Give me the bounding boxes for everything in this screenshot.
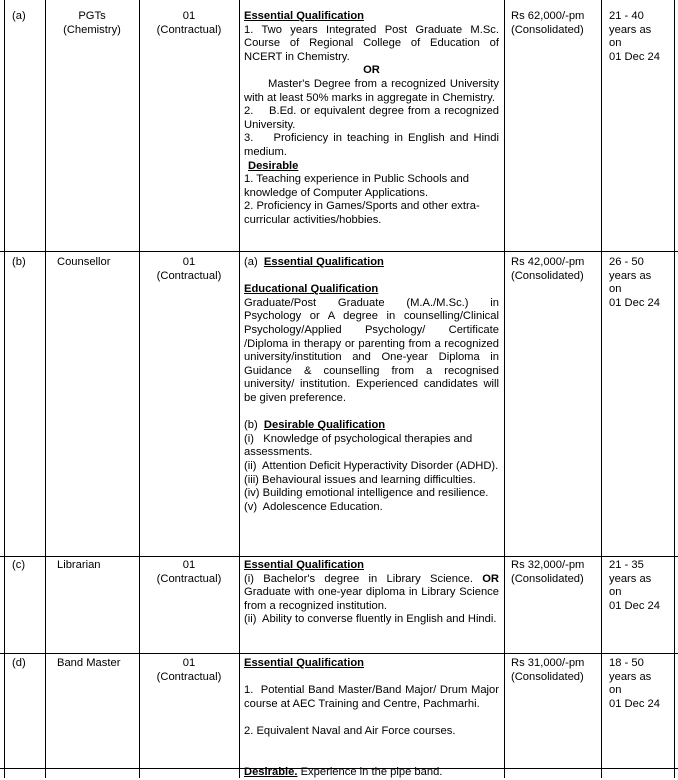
age-line: years as <box>609 670 652 683</box>
column-divider <box>601 0 602 778</box>
qualification-item: 1. Two years Integrated Post Graduate M.Sc. Course of Regional College of Education of NCERT in Chemistry. <box>244 23 499 63</box>
age-line: on <box>609 684 622 697</box>
vacancy <box>140 657 238 684</box>
pay-type: (Consolidated) <box>511 269 584 282</box>
column-divider <box>45 0 46 778</box>
qualification-text: Graduate/Post Graduate (M.A./M.Sc.) in Psychology or A degree in counselling/Clinical Psychology/Applied Psychology/ Certificate /Diploma in therapy or parenting from a recognized university/institution and One-year Diploma in Guidance & counselling from a recognised university/ institution. Experienced candidates will be given preference. <box>244 296 499 404</box>
age-range: 21 - 40 <box>609 10 644 22</box>
essential-heading: Essential Qualification <box>263 256 384 268</box>
row-divider <box>0 653 678 654</box>
serial-number: (b) <box>12 256 26 268</box>
age-line: on <box>609 586 622 599</box>
table-border-left <box>4 0 5 778</box>
pay <box>511 10 584 37</box>
age-date: 01 Dec 24 <box>609 697 660 710</box>
desirable-item: (v) Adolescence Education. <box>244 500 383 513</box>
post-name: Band Master <box>57 657 121 669</box>
pay <box>511 256 584 283</box>
pay-type: (Consolidated) <box>511 23 584 36</box>
or-separator: OR <box>363 64 380 77</box>
column-divider <box>504 0 505 778</box>
essential-heading: Essential Qualification <box>244 559 364 571</box>
qualification-cell <box>244 657 503 739</box>
post-line: PGTs <box>78 10 106 22</box>
desirable-heading: Desirable Qualification <box>263 419 386 432</box>
vacancy-count: 01 <box>182 10 196 22</box>
desirable-heading-line <box>244 419 499 433</box>
serial-number: (c) <box>12 559 26 571</box>
qualification-item: Master's Degree from a recognized University with at least 50% marks in aggregate in Chemistry. <box>244 77 499 104</box>
desirable-item: 1. Teaching experience in Public Schools and knowledge of Computer Applications. <box>244 173 469 199</box>
age-date: 01 Dec 24 <box>609 50 660 63</box>
educational-heading: Educational Qualification <box>244 283 379 296</box>
essential-heading-line <box>244 256 499 270</box>
qualification-item: 1. Potential Band Master/Band Major/ Drum Major course at AEC Training and Centre, Pachmarhi. <box>244 684 503 710</box>
qualification-text: Graduate with one-year diploma in Library Science from a recognized institution. <box>244 586 499 612</box>
age-limit <box>609 10 660 64</box>
age-limit <box>609 559 660 613</box>
post-name: Counsellor <box>57 256 111 268</box>
qualification-item: 3. Proficiency in teaching in English and Hindi medium. <box>244 132 503 158</box>
age-range: 18 - 50 <box>609 657 644 669</box>
pay-type: (Consolidated) <box>511 572 584 585</box>
qualification-cell <box>244 559 499 627</box>
row-divider <box>0 251 678 252</box>
serial-number: (a) <box>12 10 26 22</box>
pay <box>511 657 584 684</box>
qualification-text: (i) Bachelor's degree in Library Science. <box>244 572 473 585</box>
serial-number: (d) <box>12 657 26 669</box>
pay-type: (Consolidated) <box>511 670 584 683</box>
qualification-item: (ii) Ability to converse fluently in English and Hindi. <box>244 613 497 626</box>
post-line: (Chemistry) <box>63 23 121 36</box>
age-limit <box>609 657 660 711</box>
age-line: years as <box>609 269 652 282</box>
pay-amount: Rs 42,000/-pm <box>511 256 585 268</box>
desirable-item: (iii) Behavioural issues and learning difficulties. <box>244 473 476 486</box>
desirable-text: Experience in the pipe band. <box>297 766 443 778</box>
vacancy-type: (Contractual) <box>156 572 222 585</box>
qualification-item: 2. B.Ed. or equivalent degree from a recognized University. <box>244 105 503 131</box>
age-range: 26 - 50 <box>609 256 644 268</box>
vacancy-type: (Contractual) <box>156 23 222 36</box>
age-line: on <box>609 37 622 50</box>
essential-heading: Essential Qualification <box>244 657 364 669</box>
qualification-cell <box>244 256 499 514</box>
desirable-item: (ii) Attention Deficit Hyperactivity Disorder (ADHD). <box>244 459 499 472</box>
vacancy-count: 01 <box>182 657 196 669</box>
row-divider <box>0 556 678 557</box>
desirable-item: (i) Knowledge of psychological therapies and assessments. <box>244 432 476 459</box>
vacancy-count: 01 <box>182 256 196 268</box>
pay <box>511 559 584 586</box>
desirable-heading: Desirable. <box>244 766 298 778</box>
qualification-cell <box>244 10 503 228</box>
sub-prefix: (b) <box>244 419 258 432</box>
vacancy-count: 01 <box>182 559 196 571</box>
spacer <box>244 711 499 725</box>
desirable-item: 2. Proficiency in Games/Sports and other extra-curricular activities/hobbies. <box>244 200 480 226</box>
spacer <box>244 406 499 420</box>
essential-heading: Essential Qualification <box>244 10 364 22</box>
desirable-item: (iv) Building emotional intelligence and resilience. <box>244 487 489 500</box>
desirable-heading: Desirable <box>248 159 299 172</box>
table-border-right <box>674 0 675 778</box>
spacer <box>244 671 499 685</box>
post-name: Librarian <box>57 559 101 571</box>
qualification-item: 2. Equivalent Naval and Air Force courses. <box>244 724 456 737</box>
pay-amount: Rs 32,000/-pm <box>511 559 585 571</box>
age-date: 01 Dec 24 <box>609 599 660 612</box>
pay-amount: Rs 62,000/-pm <box>511 10 585 22</box>
column-divider <box>239 0 240 778</box>
sub-prefix: (a) <box>244 256 258 268</box>
vacancy <box>140 256 238 283</box>
age-line: years as <box>609 572 652 585</box>
vacancy-type: (Contractual) <box>156 670 222 683</box>
age-line: years as <box>609 23 652 36</box>
qualification-item <box>244 573 499 614</box>
vacancy-type: (Contractual) <box>156 269 222 282</box>
age-line: on <box>609 283 622 296</box>
or-separator: OR <box>482 572 499 585</box>
vacancy <box>140 10 238 37</box>
age-limit <box>609 256 660 310</box>
age-range: 21 - 35 <box>609 559 644 571</box>
post-name <box>46 10 138 37</box>
age-date: 01 Dec 24 <box>609 296 660 309</box>
vacancy <box>140 559 238 586</box>
pay-amount: Rs 31,000/-pm <box>511 657 585 669</box>
spacer <box>244 270 499 284</box>
